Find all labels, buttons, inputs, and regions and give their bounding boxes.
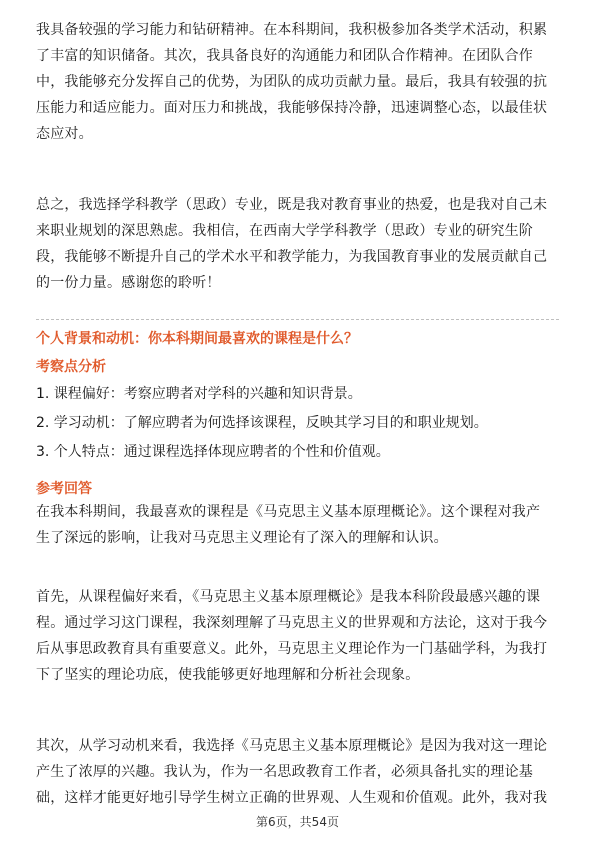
text-line: 段，我能够不断提升自己的学术水平和教学能力，为我国教育事业的发展贡献自己 <box>36 249 548 265</box>
answer-paragraph-3 <box>36 733 564 811</box>
question-heading: 个人背景和动机：你本科期间最喜欢的课程是什么？ <box>36 331 358 347</box>
text-line: 态应对。 <box>36 126 93 142</box>
analysis-item: 1. 课程偏好：考察应聘者对学科的兴趣和知识背景。 <box>36 386 362 402</box>
text-line: 总之，我选择学科教学（思政）专业，既是我对教育事业的热爱，也是我对自己未 <box>36 197 548 213</box>
text-line: 在我本科期间，我最喜欢的课程是《马克思主义基本原理概论》。这个课程对我产 <box>36 504 541 520</box>
text-line: 产生了浓厚的兴趣。我认为，作为一名思政教育工作者，必须具备扎实的理论基 <box>36 764 533 780</box>
text-line: 础，这样才能更好地引导学生树立正确的世界观、人生观和价值观。此外，我对我 <box>36 790 548 806</box>
page-number: 第6页，共54页 <box>256 815 339 829</box>
answer-paragraph-2 <box>36 584 564 688</box>
text-line: 了丰富的知识储备。其次，我具备良好的沟通能力和团队合作精神。在团队合作 <box>36 48 533 64</box>
conclusion-paragraph <box>36 192 564 296</box>
text-line: 首先，从课程偏好来看，《马克思主义基本原理概论》是我本科阶段最感兴趣的课 <box>36 589 541 605</box>
text-line: 其次，从学习动机来看，我选择《马克思主义基本原理概论》是因为我对这一理论 <box>36 738 548 754</box>
text-line: 我具备较强的学习能力和钻研精神。在本科期间，我积极参加各类学术活动，积累 <box>36 22 548 38</box>
text-line: 压能力和适应能力。面对压力和挑战，我能够保持冷静，迅速调整心态，以最佳状 <box>36 100 548 116</box>
answer-paragraph-1 <box>36 499 564 551</box>
text-line: 的一份力量。感谢您的聆听！ <box>36 275 221 291</box>
answer-heading: 参考回答 <box>36 481 92 497</box>
text-line: 来职业规划的深思熟虑。我相信，在西南大学学科教学（思政）专业的研究生阶 <box>36 223 533 239</box>
text-line: 中，我能够充分发挥自己的优势，为团队的成功贡献力量。最后，我具有较强的抗 <box>36 74 548 90</box>
text-line: 生了深远的影响，让我对马克思主义理论有了深入的理解和认识。 <box>36 530 448 546</box>
analysis-item: 2. 学习动机：了解应聘者为何选择该课程，反映其学习目的和职业规划。 <box>36 415 488 431</box>
text-line: 后从事思政教育具有重要意义。此外，马克思主义理论作为一门基础学科，为我打 <box>36 641 548 657</box>
analysis-heading: 考察点分析 <box>36 359 106 375</box>
text-line: 程。通过学习这门课程，我深刻理解了马克思主义的世界观和方法论，这对于我今 <box>36 615 548 631</box>
intro-paragraph <box>36 17 564 147</box>
text-line: 下了坚实的理论功底，使我能够更好地理解和分析社会现象。 <box>36 667 420 683</box>
section-divider <box>36 319 559 320</box>
analysis-item: 3. 个人特点：通过课程选择体现应聘者的个性和价值观。 <box>36 444 390 460</box>
